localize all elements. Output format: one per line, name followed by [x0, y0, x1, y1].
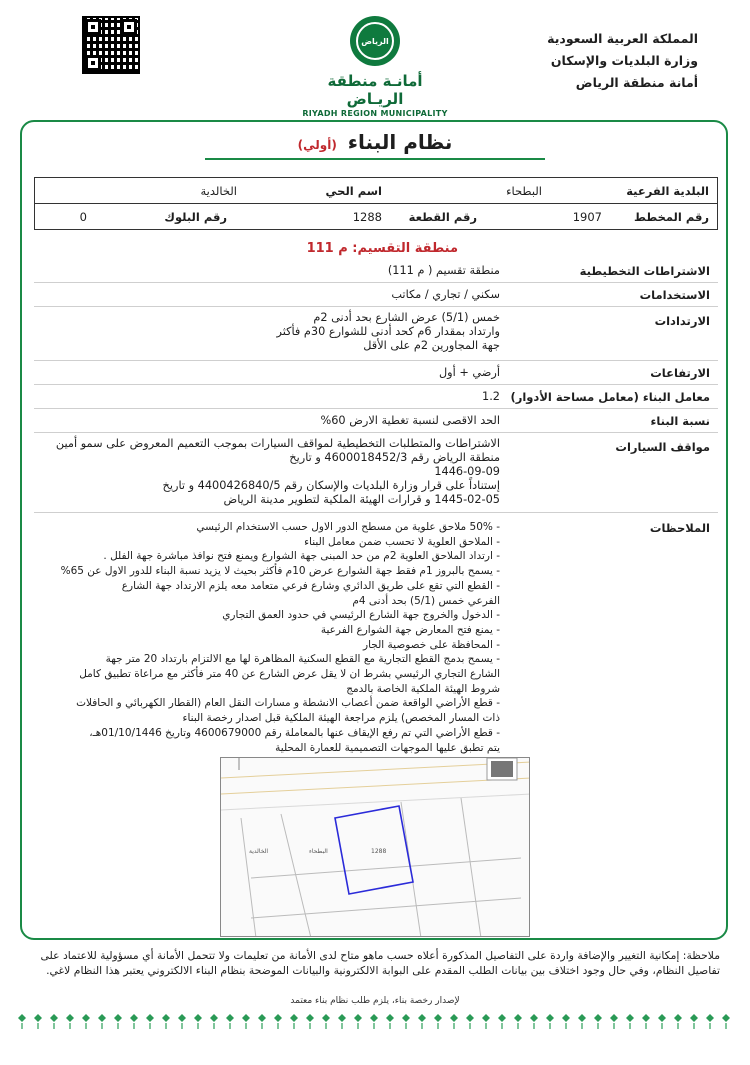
- title-tag: (أولي): [297, 138, 337, 152]
- map-label-sub: البطحاء: [309, 848, 328, 855]
- divider: [34, 282, 718, 283]
- info-row-2: [34, 203, 718, 230]
- notes-label: الملاحظات: [649, 521, 710, 535]
- heights-label: الارتفاعات: [650, 366, 710, 380]
- title-underline: [205, 158, 545, 160]
- parcel-value: 1288: [352, 210, 382, 224]
- note-line: شروط الهيئة الملكية الخاصة بالدمج: [346, 682, 500, 695]
- setbacks-line-3: جهة المجاورين 2م على الأقل: [363, 339, 500, 352]
- parcel-label: رقم القطعة: [408, 210, 477, 224]
- title-main: نظام البناء: [347, 130, 453, 154]
- district-label: اسم الحي: [325, 184, 382, 198]
- gov-line-municipality: أمانة منطقة الرياض: [575, 75, 698, 90]
- far-label: معامل البناء (معامل مساحة الأدوار): [510, 390, 710, 404]
- note-line: - قطع الأراضي التي تم رفع الإيقاف عنها بالمعاملة رقم 4600679000 وتاريخ 01/10/1446هـ،: [89, 726, 500, 739]
- note-line: ذات المسار المخصص) يلزم مراجعة الهيئة الملكية قبل اصدار رخصة البناء: [182, 712, 500, 725]
- coverage-value: الحد الاقصى لنسبة تغطية الارض 60%: [320, 414, 500, 427]
- gov-line-ministry: وزارة البلديات والإسكان: [550, 53, 698, 68]
- parking-line-3: 1446-09-09: [434, 465, 500, 478]
- note-line: الشارع التجاري الرئيسي بشرط ان لا يقل عرض الشارع عن 40 متر فأكثر مع مراعاة تطبيق كامل: [79, 668, 500, 681]
- note-line: الفرعي خمس (5/1) بحد أدنى 4م: [352, 594, 500, 607]
- divider: [34, 384, 718, 385]
- setbacks-label: الارتدادات: [654, 314, 710, 328]
- page-title: [0, 130, 750, 154]
- uses-value: سكني / تجاري / مكاتب: [391, 288, 500, 301]
- emblem-text: الرياض: [361, 36, 389, 46]
- parcel-map: [220, 757, 530, 937]
- note-line: - يسمح بالبروز 1م فقط جهة الشوارع عرض 10م فأكثر بحيث لا يزيد نسبة البناء للدور الاول عن 65%: [60, 565, 500, 578]
- plan-value: 1907: [572, 210, 602, 224]
- note-line: - الدخول والخروج جهة الشارع الرئيسي في حدود العمق التجاري: [222, 609, 500, 622]
- qr-code-icon: [82, 16, 140, 74]
- note-line: - الملاحق العلوية لا تحسب ضمن معامل البناء: [304, 535, 500, 548]
- block-value: 0: [79, 210, 87, 224]
- setbacks-line-2: وارتداد بمقدار 6م كحد أدنى للشوارع 30م فأكثر: [276, 325, 500, 338]
- divider: [34, 408, 718, 409]
- far-value: 1.2: [482, 390, 500, 403]
- logo-arabic-text: أمانـة منطقة الريـاض: [327, 72, 423, 108]
- note-line: - يسمح بدمج القطع التجارية مع القطع السكنية المظاهرة لها مع الالتزام بارتداد 20 متر جهة: [105, 653, 500, 666]
- note-line: - يمنع فتح المعارض جهة الشوارع الفرعية: [320, 623, 500, 636]
- planning-value: منطقة تقسيم ( م 111): [387, 264, 500, 277]
- note-line: - ارتداد الملاحق العلوية 2م من حد المبنى جهة الشوارع ويمنع فتح نوافذ مباشرة جهة الفلل .: [103, 550, 500, 563]
- sub-municipality-value: البطحاء: [506, 184, 542, 198]
- parking-line-5: 1445-02-05 و قرارات الهيئة الملكية لتطوير مدينة الرياض: [223, 493, 500, 506]
- block-label: رقم البلوك: [164, 210, 227, 224]
- logo-english-text: RIYADH REGION MUNICIPALITY: [302, 109, 448, 118]
- note-line: - القطع التي تقع على طريق الدائري وشارع فرعي متعامد معه يلزم الارتداد جهة الشارع: [121, 579, 500, 592]
- decorative-border-pattern: [14, 1012, 736, 1030]
- info-row-1: [34, 177, 718, 204]
- note-line: - المحافظة على خصوصية الجار: [363, 638, 500, 651]
- divider: [34, 306, 718, 307]
- parking-line-2: منطقة الرياض رقم 4600018452/3 و تاريخ: [289, 451, 500, 464]
- planning-label: الاشتراطات التخطيطية: [579, 264, 710, 278]
- district-value: الخالدية: [200, 184, 237, 198]
- map-label-parcel: 1288: [371, 848, 387, 855]
- government-header: [498, 28, 698, 94]
- plan-label: رقم المخطط: [634, 210, 709, 224]
- riyadh-municipality-logo: [300, 16, 450, 118]
- divider: [34, 432, 718, 433]
- parking-label: مواقف السيارات: [615, 440, 710, 454]
- issuance-note: لإصدار رخصة بناء، يلزم طلب نظام بناء معتمد: [290, 996, 460, 1006]
- note-line: يتم تطبق عليها الموجهات التصميمية للعمارة المحلية: [275, 741, 500, 754]
- note-line: - 50% ملاحق علوية من مسطح الدور الاول حسب الاستخدام الرئيسي: [196, 521, 500, 533]
- setbacks-line-1: خمس (5/1) عرض الشارع بحد أدنى 2م: [313, 311, 500, 324]
- map-label-district: الخالدية: [249, 848, 269, 855]
- gov-line-kingdom: المملكة العربية السعودية: [547, 31, 698, 46]
- coverage-label: نسبة البناء: [650, 414, 710, 428]
- emblem-icon: [350, 16, 400, 66]
- parking-line-4: إستناداً على قرار وزارة البلديات والإسكان رقم 4400426840/5 و تاريخ: [162, 479, 500, 492]
- disclaimer-note: ملاحظة: إمكانية التغيير والإضافة واردة على التفاصيل المذكورة أعلاه حسب ماهو متاح لدى الأمانة من تعليمات ولا تتحمل الأمانة أي مسؤولية للاعتماد على تفاصيل النظام، وفي حال وجود اختلاف بين بيانات الطلب المقدم على البوابة الالكترونية والبيانات الموضحة بنظام البناء الالكتروني يعتبر هذا النظام لاغي.: [40, 949, 720, 977]
- sub-municipality-label: البلدية الفرعية: [626, 184, 709, 198]
- heights-value: أرضي + أول: [438, 366, 500, 379]
- divider: [34, 512, 718, 513]
- uses-label: الاستخدامات: [639, 288, 710, 302]
- divider: [34, 360, 718, 361]
- parking-line-1: الاشتراطات والمتطلبات التخطيطية لمواقف السيارات بموجب التعميم المعروض على سمو أمين: [55, 437, 500, 450]
- note-line: - قطع الأراضي الواقعة ضمن أعصاب الانشطة و مسارات النقل العام (القطار الكهربائي و الحافلات: [76, 697, 500, 710]
- zone-title: منطقة التقسيم: م 111: [306, 241, 458, 256]
